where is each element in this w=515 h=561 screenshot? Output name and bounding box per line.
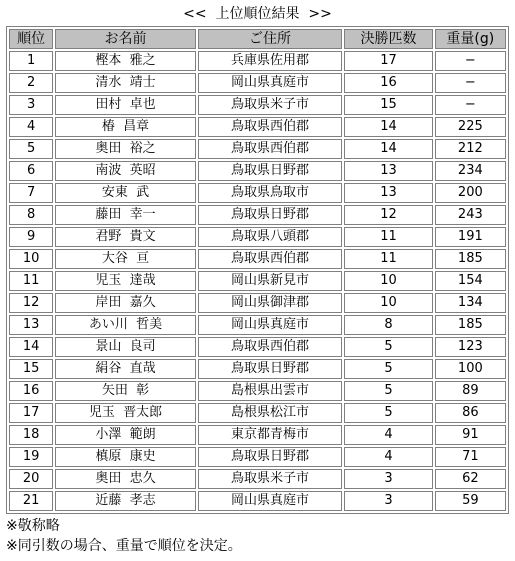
cell-address: 鳥取県日野郡 xyxy=(198,161,343,181)
page-title: << 上位順位結果 >> xyxy=(183,6,332,22)
cell-rank: 6 xyxy=(9,161,53,181)
cell-rank: 19 xyxy=(9,447,53,467)
cell-weight: 200 xyxy=(435,183,506,203)
results-table xyxy=(6,26,509,514)
table-row xyxy=(9,293,506,313)
cell-address: 鳥取県米子市 xyxy=(198,95,343,115)
cell-name: 南波 英昭 xyxy=(55,161,196,181)
cell-weight: 212 xyxy=(435,139,506,159)
cell-weight: 154 xyxy=(435,271,506,291)
cell-address: 鳥取県西伯郡 xyxy=(198,249,343,269)
cell-wins: 11 xyxy=(344,227,432,247)
cell-wins: 10 xyxy=(344,293,432,313)
cell-rank: 4 xyxy=(9,117,53,137)
cell-name: あい川 哲美 xyxy=(55,315,196,335)
cell-rank: 20 xyxy=(9,469,53,489)
cell-rank: 18 xyxy=(9,425,53,445)
table-row xyxy=(9,161,506,181)
table-row xyxy=(9,95,506,115)
cell-weight: 185 xyxy=(435,315,506,335)
table-row xyxy=(9,315,506,335)
cell-weight: 123 xyxy=(435,337,506,357)
cell-rank: 13 xyxy=(9,315,53,335)
cell-weight: 243 xyxy=(435,205,506,225)
cell-name: 槙原 康史 xyxy=(55,447,196,467)
cell-name: 景山 良司 xyxy=(55,337,196,357)
table-row xyxy=(9,51,506,71)
cell-wins: 5 xyxy=(344,403,432,423)
cell-rank: 9 xyxy=(9,227,53,247)
table-row xyxy=(9,271,506,291)
cell-rank: 1 xyxy=(9,51,53,71)
cell-wins: 13 xyxy=(344,161,432,181)
cell-wins: 4 xyxy=(344,425,432,445)
cell-name: 児玉 達哉 xyxy=(55,271,196,291)
cell-weight: 71 xyxy=(435,447,506,467)
cell-address: 岡山県新見市 xyxy=(198,271,343,291)
cell-weight: − xyxy=(435,51,506,71)
cell-address: 島根県松江市 xyxy=(198,403,343,423)
cell-wins: 5 xyxy=(344,359,432,379)
cell-weight: 86 xyxy=(435,403,506,423)
cell-address: 島根県出雲市 xyxy=(198,381,343,401)
table-row xyxy=(9,337,506,357)
table-row xyxy=(9,117,506,137)
cell-wins: 8 xyxy=(344,315,432,335)
cell-name: 岸田 嘉久 xyxy=(55,293,196,313)
cell-wins: 3 xyxy=(344,469,432,489)
cell-weight: 59 xyxy=(435,491,506,511)
cell-address: 鳥取県西伯郡 xyxy=(198,117,343,137)
table-row xyxy=(9,359,506,379)
table-row xyxy=(9,491,506,511)
cell-address: 鳥取県日野郡 xyxy=(198,447,343,467)
cell-wins: 3 xyxy=(344,491,432,511)
cell-wins: 15 xyxy=(344,95,432,115)
table-row xyxy=(9,447,506,467)
cell-weight: 191 xyxy=(435,227,506,247)
cell-wins: 17 xyxy=(344,51,432,71)
table-row xyxy=(9,469,506,489)
cell-rank: 10 xyxy=(9,249,53,269)
cell-address: 岡山県真庭市 xyxy=(198,491,343,511)
cell-address: 岡山県御津郡 xyxy=(198,293,343,313)
cell-wins: 13 xyxy=(344,183,432,203)
cell-weight: 89 xyxy=(435,381,506,401)
cell-wins: 14 xyxy=(344,139,432,159)
table-row xyxy=(9,403,506,423)
cell-weight: 234 xyxy=(435,161,506,181)
table-row xyxy=(9,227,506,247)
cell-name: 樫本 雅之 xyxy=(55,51,196,71)
column-header-wins: 決勝匹数 xyxy=(344,29,432,49)
column-header-weight: 重量(g) xyxy=(435,29,506,49)
cell-rank: 3 xyxy=(9,95,53,115)
cell-weight: 134 xyxy=(435,293,506,313)
cell-rank: 11 xyxy=(9,271,53,291)
cell-rank: 14 xyxy=(9,337,53,357)
cell-rank: 12 xyxy=(9,293,53,313)
column-header-rank: 順位 xyxy=(9,29,53,49)
footnote: ※同引数の場合、重量で順位を決定。 xyxy=(6,538,242,554)
table-row xyxy=(9,183,506,203)
cell-rank: 7 xyxy=(9,183,53,203)
cell-wins: 12 xyxy=(344,205,432,225)
cell-weight: − xyxy=(435,95,506,115)
cell-name: 安東 武 xyxy=(55,183,196,203)
table-row xyxy=(9,381,506,401)
cell-name: 矢田 彰 xyxy=(55,381,196,401)
cell-name: 奥田 忠久 xyxy=(55,469,196,489)
cell-name: 小澤 範朗 xyxy=(55,425,196,445)
cell-name: 近藤 孝志 xyxy=(55,491,196,511)
footnote: ※敬称略 xyxy=(6,518,60,534)
cell-name: 絹谷 直哉 xyxy=(55,359,196,379)
cell-address: 鳥取県西伯郡 xyxy=(198,337,343,357)
cell-weight: 62 xyxy=(435,469,506,489)
cell-weight: 185 xyxy=(435,249,506,269)
cell-wins: 5 xyxy=(344,337,432,357)
cell-address: 鳥取県日野郡 xyxy=(198,205,343,225)
cell-name: 児玉 晋太郎 xyxy=(55,403,196,423)
cell-rank: 17 xyxy=(9,403,53,423)
cell-wins: 11 xyxy=(344,249,432,269)
header-row xyxy=(9,29,506,49)
cell-wins: 14 xyxy=(344,117,432,137)
cell-address: 鳥取県日野郡 xyxy=(198,359,343,379)
cell-rank: 16 xyxy=(9,381,53,401)
cell-address: 兵庫県佐用郡 xyxy=(198,51,343,71)
cell-name: 奥田 裕之 xyxy=(55,139,196,159)
cell-rank: 8 xyxy=(9,205,53,225)
cell-rank: 15 xyxy=(9,359,53,379)
cell-address: 鳥取県八頭郡 xyxy=(198,227,343,247)
cell-name: 椿 昌章 xyxy=(55,117,196,137)
cell-wins: 10 xyxy=(344,271,432,291)
cell-address: 東京都青梅市 xyxy=(198,425,343,445)
cell-address: 鳥取県鳥取市 xyxy=(198,183,343,203)
table-row xyxy=(9,249,506,269)
cell-rank: 5 xyxy=(9,139,53,159)
table-row xyxy=(9,139,506,159)
cell-name: 大谷 亘 xyxy=(55,249,196,269)
column-header-name: お名前 xyxy=(55,29,196,49)
cell-address: 鳥取県米子市 xyxy=(198,469,343,489)
cell-address: 鳥取県西伯郡 xyxy=(198,139,343,159)
cell-rank: 2 xyxy=(9,73,53,93)
cell-wins: 5 xyxy=(344,381,432,401)
cell-weight: − xyxy=(435,73,506,93)
cell-name: 清水 靖士 xyxy=(55,73,196,93)
cell-rank: 21 xyxy=(9,491,53,511)
table-row xyxy=(9,425,506,445)
cell-address: 岡山県真庭市 xyxy=(198,315,343,335)
cell-weight: 100 xyxy=(435,359,506,379)
cell-wins: 16 xyxy=(344,73,432,93)
cell-name: 君野 貴文 xyxy=(55,227,196,247)
column-header-address: ご住所 xyxy=(198,29,343,49)
cell-name: 田村 卓也 xyxy=(55,95,196,115)
cell-address: 岡山県真庭市 xyxy=(198,73,343,93)
cell-name: 藤田 幸一 xyxy=(55,205,196,225)
table-row xyxy=(9,73,506,93)
table-row xyxy=(9,205,506,225)
cell-weight: 91 xyxy=(435,425,506,445)
footnotes xyxy=(6,516,242,556)
cell-weight: 225 xyxy=(435,117,506,137)
cell-wins: 4 xyxy=(344,447,432,467)
